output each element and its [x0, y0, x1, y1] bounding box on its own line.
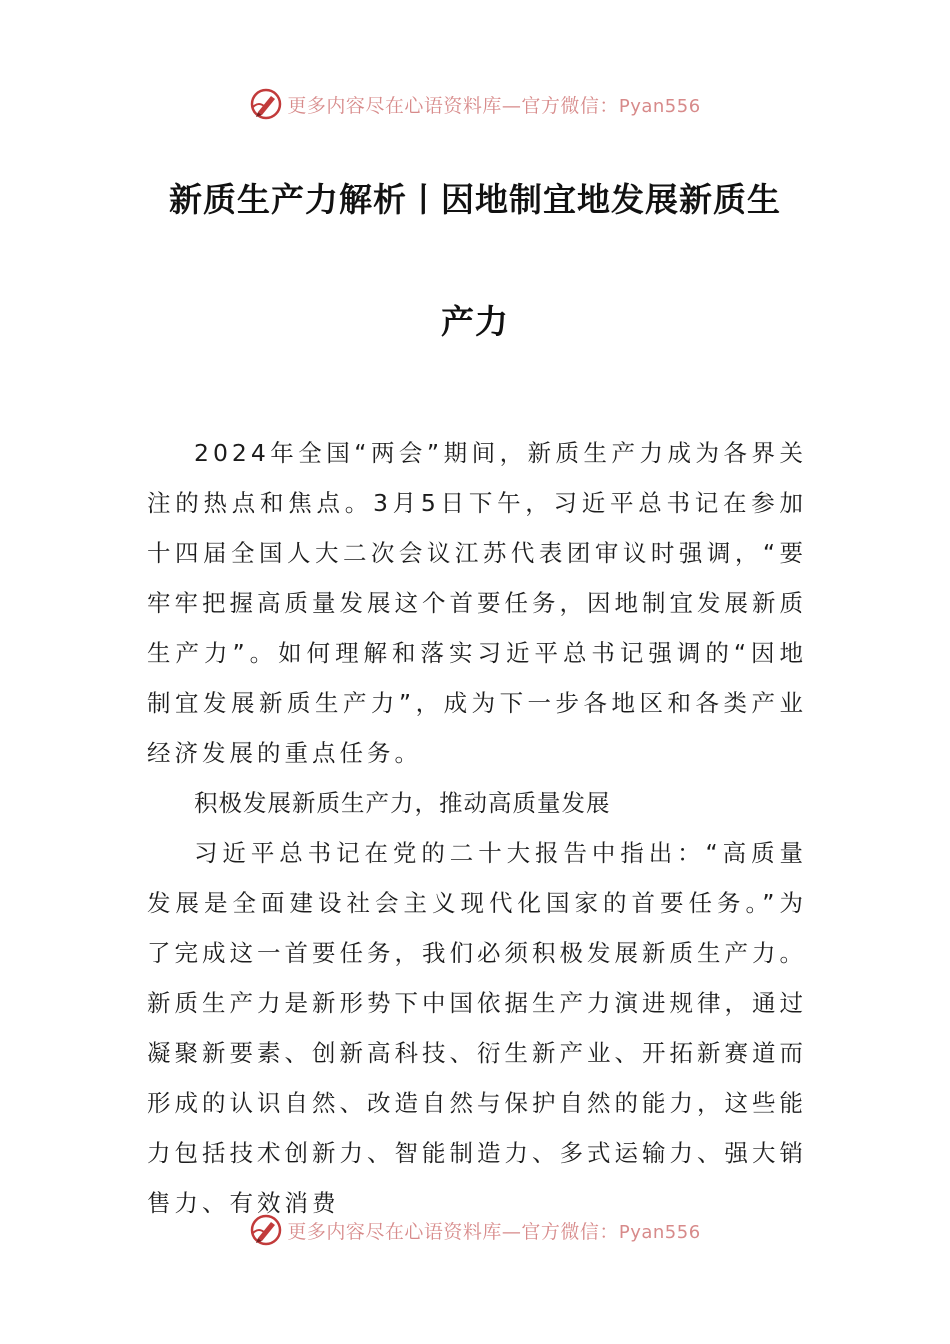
- document-title-line-1: 新质生产力解析丨因地制宜地发展新质生: [169, 180, 781, 219]
- watermark-banner-top: [0, 84, 950, 124]
- pen-logo-icon: [249, 1213, 283, 1247]
- document-body: [147, 428, 807, 1228]
- watermark-banner-bottom: [0, 1210, 950, 1250]
- wechat-id: Pyan556: [618, 1221, 701, 1243]
- body-paragraph: 习近平总书记在党的二十大报告中指出：“高质量发展是全面建设社会主义现代化国家的首要任务。”为了完成这一首要任务，我们必须积极发展新质生产力。新质生产力是新形势下中国依据生产力演进规律，通过凝聚新要素、创新高科技、衍生新产业、开拓新赛道而形成的认识自然、改造自然与保护自然的能力，这些能力包括技术创新力、智能制造力、多式运输力、强大销售力、有效消费: [147, 839, 807, 1217]
- body-paragraph: 2024年全国“两会”期间，新质生产力成为各界关注的热点和焦点。3月5日下午，习近平总书记在参加十四届全国人大二次会议江苏代表团审议时强调，“要牢牢把握高质量发展这个首要任务，因地制宜发展新质生产力”。如何理解和落实习近平总书记强调的“因地制宜发展新质生产力”，成为下一步各地区和各类产业经济发展的重点任务。: [147, 439, 807, 767]
- watermark-text: 更多内容尽在心语资料库—官方微信：Pyan556: [287, 94, 701, 117]
- document-title-line-2: 产力: [441, 302, 509, 341]
- section-heading: 积极发展新质生产力，推动高质量发展: [194, 789, 611, 817]
- watermark-text: 更多内容尽在心语资料库—官方微信：Pyan556: [287, 1220, 701, 1243]
- pen-logo-icon: [249, 87, 283, 121]
- wechat-id: Pyan556: [618, 95, 701, 117]
